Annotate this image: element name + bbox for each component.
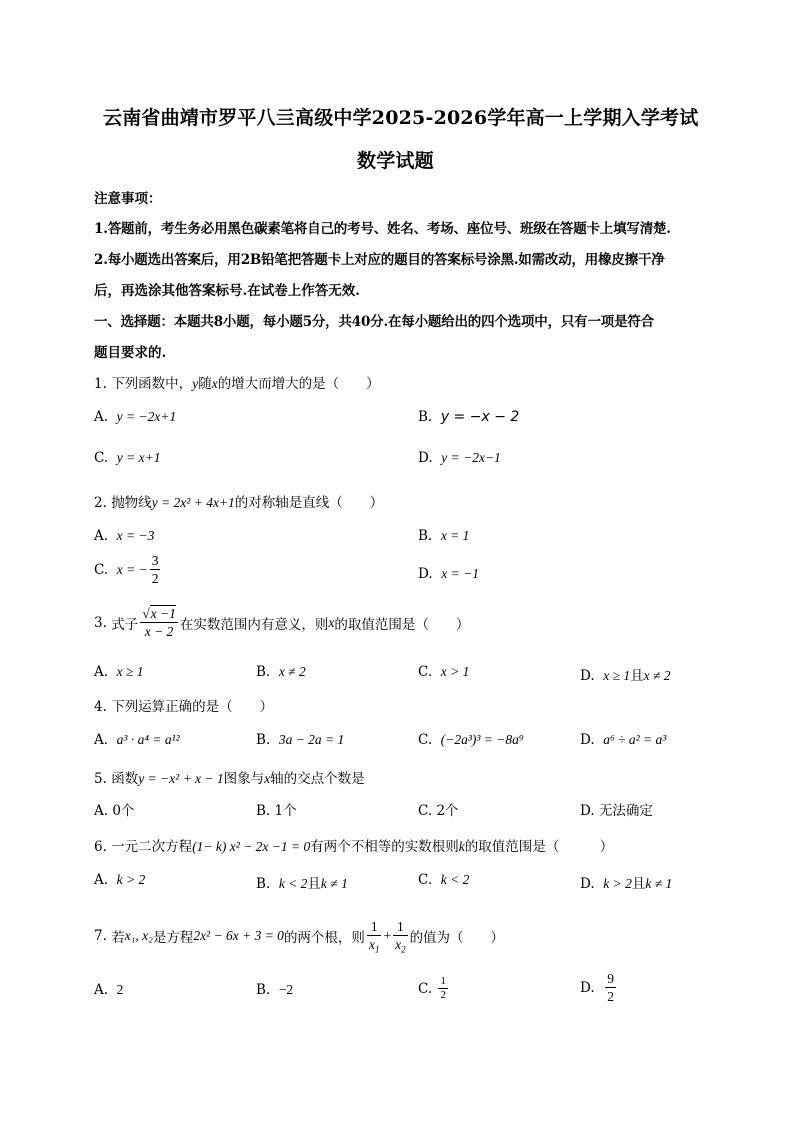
option-text: x > 1 (440, 664, 470, 679)
fraction (367, 918, 382, 953)
math-var: x (211, 376, 218, 391)
question-7 (94, 918, 504, 953)
question-stem: 若 (111, 929, 125, 946)
option-text: k < 2 (278, 876, 308, 891)
fraction (605, 970, 616, 1005)
option-b[interactable] (418, 528, 469, 544)
question-number: 3. (94, 614, 107, 631)
question-stem: 的两个根，则 (283, 929, 365, 946)
option-text: −2 (278, 982, 294, 997)
option-label: A. (94, 528, 109, 544)
option-text: x ≥ 1 (116, 664, 144, 679)
option-text: k ≠ 1 (320, 876, 348, 891)
question-stem: 在实数范围内有意义，则 (179, 616, 329, 633)
option-a[interactable] (94, 409, 176, 425)
option-c[interactable] (418, 872, 469, 888)
fraction-numerator (140, 605, 178, 623)
question-stem: 图象与 (223, 771, 265, 787)
fraction-numerator: 9 (607, 971, 614, 986)
option-text: k > 2 (116, 872, 146, 887)
notes-item-1: 1.答题前，考生务必用黑色碳素笔将自己的考号、姓名、考场、座位号、班级在答题卡上填写清楚. (94, 221, 671, 237)
section-heading-cont: 题目要求的. (94, 345, 167, 361)
notes-item-2: 2.每小题选出答案后，用2B铅笔把答题卡上对应的题目的答案标号涂黑.如需改动，用橡皮擦干净 (94, 252, 665, 268)
option-label: C. (418, 732, 433, 748)
option-c[interactable] (418, 664, 469, 680)
option-c[interactable] (418, 975, 450, 1002)
question-stem: 的取值范围是（ ） (464, 839, 614, 855)
option-label: D. (418, 450, 433, 466)
question-stem: 的取值范围是（ ） (334, 616, 470, 633)
option-text: 2 (116, 982, 124, 997)
option-label: A. (94, 732, 109, 748)
option-text: k > 2 (603, 876, 632, 891)
option-label: C. (418, 872, 433, 888)
fraction-denominator: 2 (440, 989, 446, 1001)
fraction-numerator: 1 (367, 918, 382, 936)
math-expression: y = −x² + x − 1 (138, 771, 224, 786)
option-text: a⁶ ÷ a² = a³ (603, 732, 667, 747)
question-number: 1. (94, 376, 107, 392)
question-3 (94, 605, 469, 640)
question-stem: 式子 (111, 616, 139, 633)
option-label: B. (256, 732, 271, 748)
question-number: 6. (94, 839, 107, 855)
question-stem: 是方程 (152, 929, 194, 946)
question-1 (94, 372, 380, 392)
question-stem: 函数 (111, 771, 139, 787)
option-text: 无法确定 (598, 803, 653, 819)
option-d[interactable] (580, 799, 653, 819)
fraction-denominator: 2 (151, 571, 159, 586)
fraction-numerator: 1 (393, 918, 408, 936)
exam-subtitle: 数学试题 (357, 150, 434, 172)
option-label: B. (418, 409, 433, 425)
question-stem: 轴的交点个数是 (270, 771, 365, 787)
question-stem: 下列函数中， (111, 376, 193, 392)
option-text: k ≠ 1 (645, 876, 673, 891)
question-stem: 的对称轴是直线（ ） (234, 495, 384, 511)
option-label: C. (418, 803, 433, 819)
option-text: y = −2x+1 (116, 409, 177, 424)
option-text: (−2a³)³ = −8a⁹ (440, 732, 524, 747)
option-d[interactable] (580, 970, 618, 1005)
fraction-numerator: 3 (151, 553, 159, 568)
question-4 (94, 695, 273, 715)
question-number: 7. (94, 927, 107, 944)
option-label: A. (94, 664, 109, 680)
option-label: D. (580, 979, 595, 996)
option-label: B. (256, 982, 271, 998)
option-text: k < 2 (440, 872, 470, 887)
option-d[interactable] (418, 450, 501, 466)
option-text: y = −2x−1 (441, 450, 501, 465)
option-label: B. (256, 876, 271, 892)
option-a[interactable] (94, 664, 144, 680)
radicand: x −1 (150, 606, 176, 621)
question-number: 5. (94, 771, 107, 787)
math-var: k (458, 839, 465, 854)
option-label: D. (580, 803, 595, 819)
math-expression: (1− k) x² − 2x −1 = 0 (192, 839, 311, 854)
option-c[interactable] (94, 450, 160, 466)
math-expression: y = 2x² + 4x+1 (151, 495, 235, 510)
option-b[interactable] (256, 872, 348, 892)
notes-heading: 注意事项： (94, 191, 162, 207)
option-label: D. (580, 732, 595, 748)
option-b[interactable] (256, 732, 344, 748)
option-text: 且 (307, 876, 321, 892)
math-var: x (328, 614, 335, 630)
option-label: D. (580, 876, 595, 892)
option-b[interactable] (256, 664, 306, 680)
option-text: 0个 (112, 803, 135, 819)
sqrt-icon: √ (142, 606, 150, 621)
option-d[interactable] (580, 664, 671, 684)
option-label: A. (94, 872, 109, 888)
option-text: y = −x − 2 (440, 409, 520, 425)
question-number: 2. (94, 495, 107, 511)
option-text: x ≥ 1 (603, 668, 631, 683)
option-label: B. (418, 528, 433, 544)
option-d[interactable] (580, 872, 672, 892)
math-expression: x₁, x₂ (124, 927, 153, 943)
question-stem: 有两个不相等的实数根则 (310, 839, 459, 855)
option-c[interactable] (418, 732, 524, 748)
exam-title: 云南省曲靖市罗平八亖高级中学2025-2026学年高一上学期入学考试 (103, 107, 699, 129)
math-var: x (264, 771, 271, 786)
question-stem: 随 (198, 376, 212, 392)
fraction-numerator: 1 (440, 975, 446, 987)
section-heading: 一、选择题：本题共8小题，每小题5分，共40分.在每小题给出的四个选项中，只有一项是符合 (94, 314, 654, 330)
option-text: x = −3 (116, 528, 155, 543)
option-text: 且 (630, 668, 644, 684)
question-2 (94, 491, 383, 511)
option-a[interactable] (94, 872, 145, 888)
option-label: B. (256, 803, 271, 819)
option-a[interactable] (94, 732, 180, 748)
plus-sign: + (383, 927, 392, 943)
option-label: C. (418, 980, 433, 997)
option-label: C. (94, 561, 109, 578)
option-label: C. (418, 664, 433, 680)
option-text: 2个 (436, 803, 459, 819)
option-b[interactable] (256, 799, 297, 819)
option-label: D. (580, 668, 595, 684)
option-c[interactable] (418, 799, 459, 819)
question-stem: 一元二次方程 (111, 839, 193, 855)
option-label: A. (94, 803, 109, 819)
fraction (140, 605, 178, 640)
fraction-denominator: $x_1$ (368, 937, 380, 955)
option-text: 3a − 2a = 1 (278, 732, 345, 747)
question-stem: 下列运算正确的是（ ） (111, 699, 274, 715)
fraction-denominator: 2 (607, 989, 614, 1004)
option-a[interactable] (94, 528, 154, 544)
option-text: x = 1 (440, 528, 470, 543)
notes-item-2-cont: 后，再选涂其他答案标号.在试卷上作答无效. (94, 283, 360, 299)
option-label: A. (94, 409, 109, 425)
question-6 (94, 835, 613, 855)
option-a[interactable] (94, 799, 134, 819)
question-stem: 的值为（ ） (409, 929, 505, 946)
fraction-denominator: $x_2$ (395, 937, 406, 955)
option-c[interactable] (94, 552, 162, 587)
option-text: y = x+1 (116, 450, 161, 465)
fraction (438, 975, 448, 1002)
fraction-denominator: x − 2 (144, 624, 174, 639)
option-b[interactable] (256, 982, 293, 998)
fraction (150, 552, 161, 587)
option-text: x = −1 (441, 566, 479, 581)
option-a[interactable] (94, 982, 123, 998)
option-text: x ≠ 2 (278, 664, 306, 679)
option-text: x = − (116, 561, 148, 577)
question-5 (94, 767, 365, 787)
option-text: 且 (631, 876, 646, 892)
option-label: B. (256, 664, 271, 680)
option-text: x ≠ 2 (643, 668, 671, 683)
question-stem: 的增大而增大的是（ ） (217, 376, 380, 392)
option-text: a³ · a⁴ = a¹² (116, 732, 180, 747)
option-b[interactable] (418, 409, 519, 425)
option-text: 1个 (274, 803, 297, 819)
math-expression: 2x² − 6x + 3 = 0 (193, 927, 284, 943)
option-label: C. (94, 450, 109, 466)
option-d[interactable] (580, 732, 666, 748)
question-stem: 抛物线 (111, 495, 152, 511)
option-label: D. (418, 566, 433, 582)
math-var: y (192, 376, 199, 391)
option-label: A. (94, 982, 109, 998)
option-d[interactable] (418, 566, 479, 582)
question-number: 4. (94, 699, 107, 715)
fraction (393, 918, 408, 953)
